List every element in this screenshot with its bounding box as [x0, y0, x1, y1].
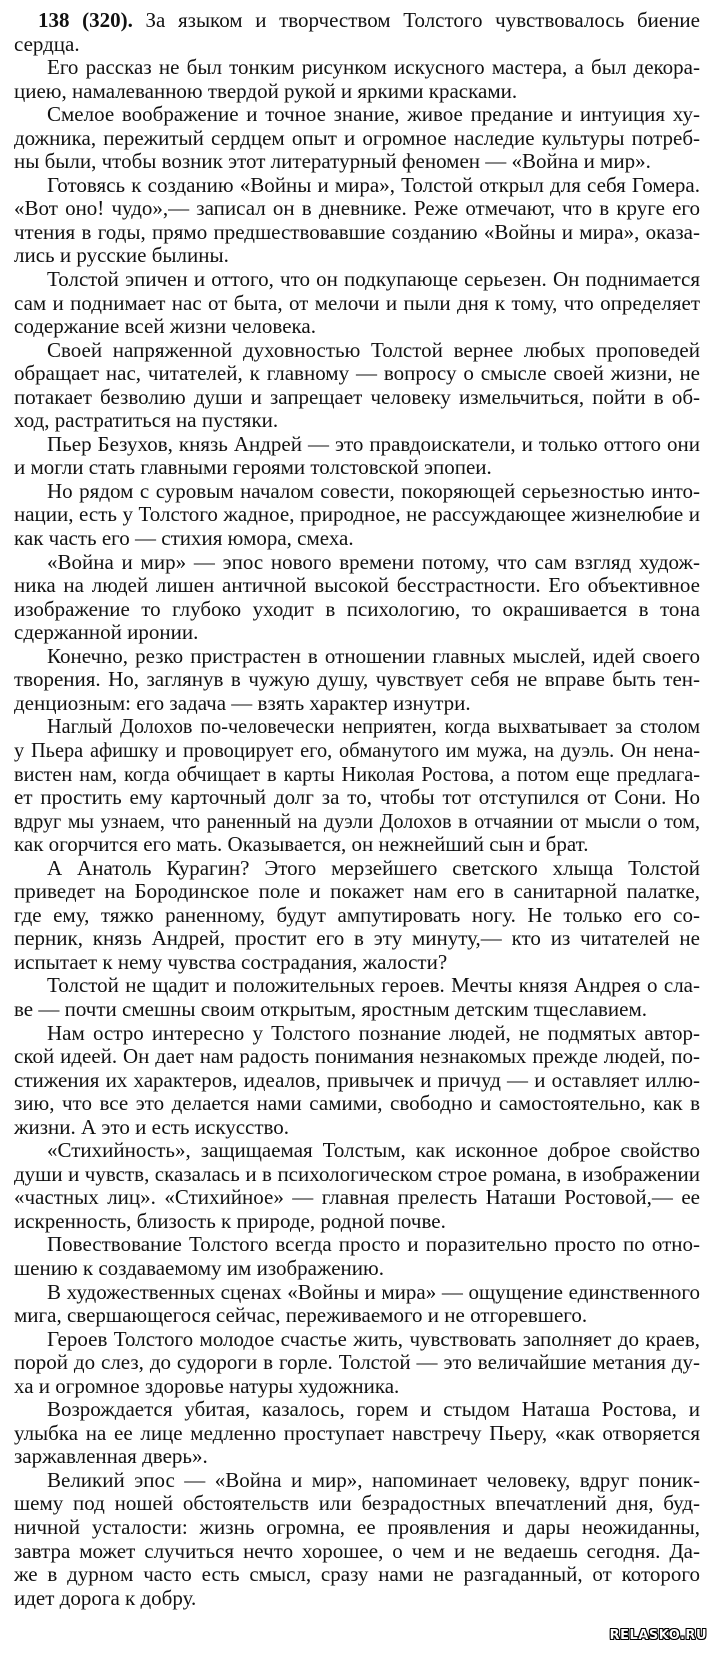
text: Повествование Толстого всегда просто и поразительно просто по отно- — [47, 1232, 700, 1257]
line-text — [47, 339, 700, 363]
text: Конечно, резко пристрастен в отношении главных мыслей, идей своего — [47, 643, 700, 668]
line-text — [14, 197, 700, 221]
paragraph-line — [14, 598, 700, 622]
text: шению к создаваемому им изображению. — [14, 1255, 384, 1280]
line-text — [14, 927, 700, 951]
paragraph-line — [14, 386, 700, 410]
line-text — [47, 974, 700, 998]
text: Пьер Безухов, князь Андрей — это правдоискатели, и только оттого они — [47, 431, 700, 456]
line-text — [14, 315, 316, 339]
text: Нам остро интересно у Толстого познание людей, не подмятых автор- — [47, 1020, 700, 1045]
text: ха и огромное здоровье натуры художника. — [14, 1373, 400, 1398]
line-text — [14, 1116, 289, 1140]
line-text — [47, 1398, 700, 1422]
paragraph-line — [14, 1163, 700, 1187]
paragraph-line — [14, 739, 700, 763]
paragraph-line — [14, 268, 700, 292]
text: ничной усталости: жизнь огромна, ее проявления и дары неожиданны, — [14, 1515, 700, 1539]
paragraph-line — [14, 810, 700, 834]
line-text — [38, 9, 700, 33]
text: Готовясь к созданию «Войны и мира», Толстой открыл для себя Гомера. — [47, 172, 700, 197]
paragraph-line — [14, 927, 700, 951]
line-text — [14, 33, 80, 57]
text: мига, свершающегося сейчас, переживаемого и не отгоревшего. — [14, 1303, 588, 1328]
line-text — [47, 56, 700, 80]
text: Наглый Долохов по-человечески неприятен, когда выхватывает за столом — [47, 714, 701, 739]
line-text — [14, 810, 700, 834]
line-text — [14, 1516, 700, 1540]
paragraph-line — [14, 1540, 700, 1564]
paragraph-line — [14, 904, 700, 928]
line-text — [14, 221, 700, 245]
text: ход, растратиться на пустяки. — [14, 408, 279, 433]
text: Но рядом с суровым началом совести, покоряющей серьезностью инто- — [47, 478, 700, 503]
exercise-line — [14, 9, 700, 33]
paragraph-line — [14, 1445, 700, 1469]
line-text — [47, 268, 700, 292]
text: сам и поднимает нас от быта, от мелочи и пыли дня к тому, что определяет — [14, 290, 700, 315]
text: порой до слез, до судороги в горле. Толстой — это величайшие метания ду- — [14, 1350, 700, 1375]
line-text — [47, 433, 700, 457]
document-page — [14, 9, 700, 1610]
line-text — [14, 1540, 700, 1564]
text: дожника, пережитый сердцем опыт и огромное наследие культуры потреб- — [14, 125, 700, 150]
text: Его рассказ не был тонким рисунком искусного мастера, а был декора- — [47, 55, 700, 80]
line-text — [47, 174, 700, 198]
text: лись и русские былины. — [14, 243, 229, 268]
paragraph-line — [14, 763, 700, 787]
text: ской идеей. Он дает нам радость понимания незнакомых прежде людей, по- — [14, 1044, 700, 1069]
text: «Стихийность», защищаемая Толстым, как исконное доброе свойство — [47, 1138, 700, 1163]
text: как огорчится его мать. Оказывается, он нежнейший сын и брат. — [14, 832, 589, 857]
text: Своей напряженной духовностью Толстой вернее любых проповедей — [47, 337, 700, 362]
line-text — [14, 244, 229, 268]
text: «Война и мир» — эпос нового времени потому, что сам взгляд худож- — [47, 549, 700, 574]
text: у Пьера афишку и провоцирует его, обманутого им мужа, на дуэль. Он нена- — [14, 737, 701, 762]
line-text — [14, 833, 588, 857]
watermark-logo: RELASKO.RU — [609, 1628, 707, 1643]
paragraph-line — [14, 1139, 700, 1163]
line-text — [47, 551, 700, 575]
paragraph-line — [14, 1281, 700, 1305]
text: души и чувств, сказалась и в психологическом строе романа, в изображении — [14, 1161, 700, 1186]
line-text — [14, 668, 700, 692]
paragraph-line — [14, 551, 700, 575]
line-text — [47, 645, 700, 669]
line-text — [47, 1022, 700, 1046]
paragraph-line — [14, 645, 700, 669]
text: заржавленная дверь». — [14, 1444, 208, 1469]
text: жизни. А это и есть искусство. — [14, 1114, 290, 1139]
line-text — [14, 1422, 700, 1446]
line-text — [14, 598, 700, 622]
line-text — [47, 857, 700, 881]
paragraph-line — [14, 292, 700, 316]
text: же в дурном часто есть смысл, сразу нами не разгаданный, от которого — [14, 1562, 700, 1587]
text: В художественных сценах «Войны и мира» — ощущение единственного — [47, 1279, 700, 1304]
text: «частных лиц». «Стихийное» — главная прелесть Наташи Ростовой,— ее — [14, 1185, 700, 1210]
paragraph-line — [14, 174, 700, 198]
text: нации, есть у Толстого жадное, природное, не рассуждающее жизнелюбие и — [14, 502, 700, 527]
line-text — [14, 1186, 700, 1210]
text: улыбка на ее лице медленно проступает навстречу Пьеру, «как отворяется — [14, 1420, 700, 1445]
text: творения. Но, заглянув в чужую душу, чувствует себя не вправе быть тен- — [14, 667, 700, 692]
text: зию, что все это делается нами самими, свободно и самостоятельно, как в — [14, 1091, 700, 1116]
text: А Анатоль Курагин? Этого мерзейшего светского хлыща Толстой — [47, 855, 700, 880]
line-text — [14, 904, 700, 928]
paragraph-line — [14, 150, 700, 174]
line-text — [14, 1375, 399, 1399]
text: шему под ношей обстоятельств или безрадостных впечатлений дня, буд- — [14, 1491, 700, 1516]
text: Возрождается убитая, казалось, горем и стыдом Наташа Ростова, и — [47, 1397, 700, 1422]
line-text — [14, 786, 700, 810]
line-text — [14, 127, 700, 151]
paragraph-line — [14, 1045, 700, 1069]
paragraph-line — [14, 503, 700, 527]
line-text — [47, 1281, 700, 1305]
paragraph-line — [14, 409, 700, 433]
paragraph-line — [14, 127, 700, 151]
line-text — [14, 998, 647, 1022]
line-text — [14, 574, 700, 598]
paragraph-line — [14, 433, 700, 457]
paragraph-line — [14, 1092, 700, 1116]
line-text — [47, 1328, 700, 1352]
paragraph-line — [14, 456, 700, 480]
line-text — [14, 1045, 700, 1069]
paragraph-line — [14, 857, 700, 881]
paragraph-line — [14, 362, 700, 386]
text: обращает нас, читателей, к главному — вопросу о смысле своей жизни, не — [14, 361, 700, 386]
paragraph-line — [14, 1351, 700, 1375]
paragraph-line — [14, 1469, 700, 1493]
text: ны были, чтобы возник этот литературный феномен — «Война и мир». — [14, 149, 651, 174]
text: Толстой эпичен и оттого, что он подкупающе серьезен. Он поднимается — [47, 267, 700, 292]
paragraph-line — [14, 621, 700, 645]
text: ве — почти смешны своим открытым, яростным детским тщеславием. — [14, 996, 648, 1021]
line-text — [14, 292, 700, 316]
paragraph-line — [14, 103, 700, 127]
paragraph-line — [14, 1233, 700, 1257]
paragraph-line — [14, 1516, 700, 1540]
paragraph-line — [14, 1069, 700, 1093]
paragraph-line — [14, 998, 700, 1022]
line-text — [14, 1304, 587, 1328]
paragraph-line — [14, 1304, 700, 1328]
line-text — [14, 739, 700, 763]
paragraph-line — [14, 1492, 700, 1516]
paragraph-line — [14, 1587, 700, 1611]
paragraph-line — [14, 668, 700, 692]
text: идет дорога к добру. — [14, 1585, 197, 1610]
paragraph-line — [14, 1375, 700, 1399]
paragraph-line — [14, 339, 700, 363]
text: потакает безволию души и запрещает человеку измельчиться, пойти в об- — [14, 384, 700, 409]
paragraph-line — [14, 786, 700, 810]
text: стижения их характеров, идеалов, привычек и причуд — и оставляет иллю- — [14, 1067, 700, 1092]
line-text — [47, 1139, 700, 1163]
paragraph-line — [14, 1328, 700, 1352]
text: «Вот оно! чудо»,— записал он в дневнике. Реже отмечают, что в круге его — [14, 196, 700, 221]
line-text — [14, 951, 447, 975]
text: денциозным: его задача — взять характер изнутри. — [14, 690, 471, 715]
paragraph-line — [14, 833, 700, 857]
exercise-number: 138 (320). — [38, 8, 133, 32]
line-text — [47, 103, 700, 127]
paragraph-line — [14, 480, 700, 504]
text: искренность, близость к природе, родной почве. — [14, 1208, 446, 1233]
line-text — [14, 1351, 700, 1375]
text: сердца. — [14, 31, 80, 56]
text: вдруг мы узнаем, что раненный на дуэли Долохов в отчаянии от мысли о том, — [14, 808, 701, 833]
line-text — [14, 150, 651, 174]
line-text — [14, 880, 700, 904]
paragraph-line — [14, 244, 700, 268]
paragraph-line — [14, 692, 700, 716]
text: За языком и творчеством Толстого чувствовалось биение — [145, 8, 700, 32]
paragraph-line — [14, 315, 700, 339]
paragraph-line — [14, 1563, 700, 1587]
line-text — [14, 1587, 196, 1611]
line-text — [14, 1445, 208, 1469]
line-text — [14, 621, 198, 645]
text: циею, намалеванною твердой рукой и яркими красками. — [14, 78, 518, 103]
paragraph-line — [14, 197, 700, 221]
line-text — [14, 409, 278, 433]
line-text — [47, 1469, 700, 1493]
text: Толстой не щадит и положительных героев. Мечты князя Андрея о сла- — [47, 973, 700, 998]
paragraph-line — [14, 951, 700, 975]
line-text — [14, 362, 700, 386]
paragraph-line — [14, 1422, 700, 1446]
text: завтра может случиться нечто хорошее, о чем и не ведаешь сегодня. Да- — [14, 1538, 700, 1563]
text: содержание всей жизни человека. — [14, 314, 316, 339]
paragraph-line — [14, 1210, 700, 1234]
line-text — [14, 456, 492, 480]
line-text — [47, 480, 700, 504]
paragraph-line — [14, 1116, 700, 1140]
exercise-line — [14, 33, 700, 57]
line-text — [14, 1210, 446, 1234]
line-text — [14, 80, 517, 104]
text: и могли стать главными героями толстовской эпопеи. — [14, 455, 492, 480]
line-text — [14, 527, 354, 551]
line-text — [14, 1257, 384, 1281]
text: ника на людей лишен античной высокой бесстрастности. Его объективное — [14, 573, 700, 598]
text: сдержанной иронии. — [14, 620, 199, 645]
text: вистен нам, когда обчищает в карты Николая Ростова, а потом еще предлага- — [14, 761, 701, 786]
line-text — [14, 763, 700, 787]
text: Героев Толстого молодое счастье жить, чувствовать заполняет до краев, — [47, 1326, 700, 1351]
text: Смелое воображение и точное знание, живое предание и интуиция ху- — [47, 102, 700, 127]
text: изображение то глубоко уходит в психологию, то окрашивается в тона — [14, 596, 700, 621]
paragraph-line — [14, 1398, 700, 1422]
line-text — [14, 1069, 700, 1093]
paragraph-line — [14, 1022, 700, 1046]
paragraph-line — [14, 1186, 700, 1210]
paragraph-line — [14, 880, 700, 904]
paragraph-line — [14, 221, 700, 245]
paragraph-line — [14, 574, 700, 598]
paragraph-line — [14, 80, 700, 104]
paragraph-line — [14, 56, 700, 80]
text: Великий эпос — «Война и мир», напоминает человеку, вдруг поник- — [47, 1467, 700, 1492]
text: приведет на Бородинское поле и покажет нам его в санитарной палатке, — [14, 879, 700, 904]
line-text — [14, 1492, 700, 1516]
text: ет простить ему карточный долг за то, чтобы тот отступился от Сони. Но — [14, 785, 700, 810]
paragraph-line — [14, 715, 700, 739]
line-text — [47, 715, 700, 739]
line-text — [14, 386, 700, 410]
text: где ему, тяжко раненному, будут ампутировать ногу. Не только его со- — [14, 902, 700, 927]
line-text — [14, 503, 700, 527]
text: испытает к нему чувства сострадания, жалости? — [14, 949, 448, 974]
line-text — [14, 1092, 700, 1116]
paragraph-line — [14, 527, 700, 551]
text: чтения в годы, прямо предшествовавшие созданию «Войны и мира», оказа- — [14, 219, 700, 244]
paragraph-line — [14, 1257, 700, 1281]
line-text — [14, 692, 471, 716]
text: как часть его — стихия юмора, смеха. — [14, 526, 354, 551]
text: перник, князь Андрей, простит его в эту минуту,— кто из читателей не — [14, 926, 700, 951]
line-text — [47, 1233, 700, 1257]
line-text — [14, 1163, 700, 1187]
line-text — [14, 1563, 700, 1587]
paragraph-line — [14, 974, 700, 998]
